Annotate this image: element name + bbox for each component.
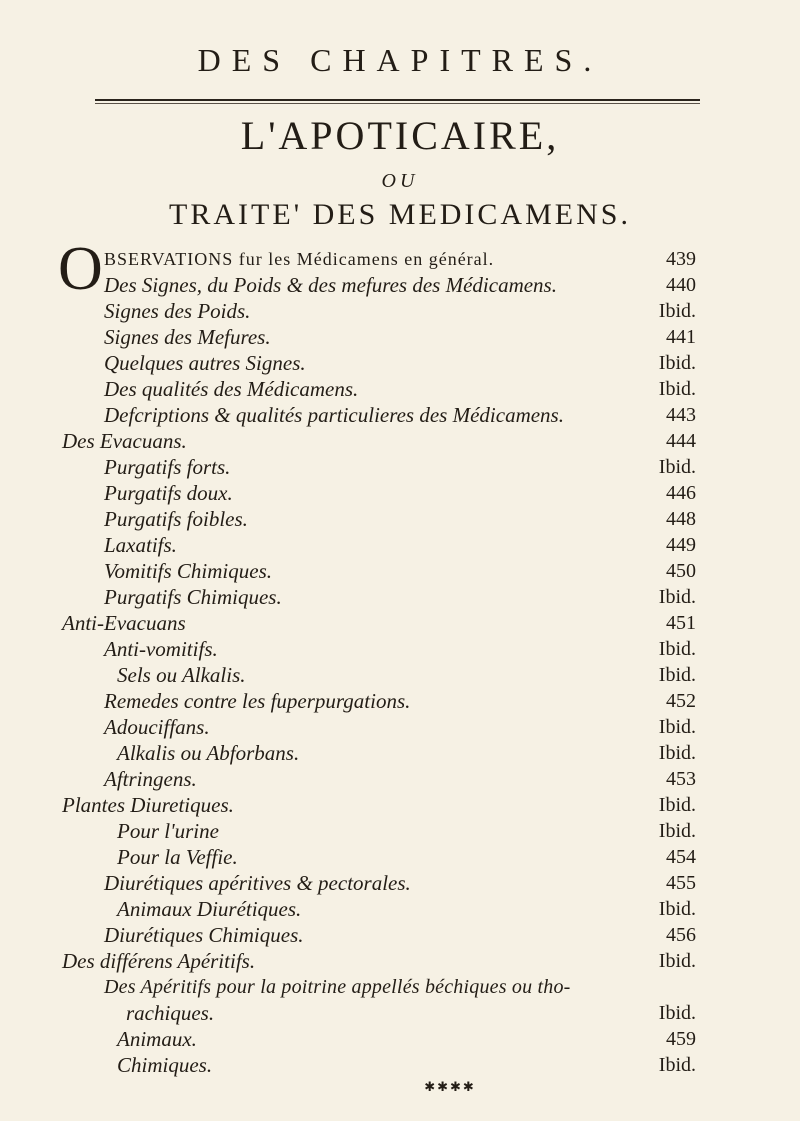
section-subtitle: TRAITE' DES MEDICAMENS.: [169, 198, 631, 231]
toc-entry-text: Quelques autres Signes.: [104, 351, 306, 375]
toc-entry-text: Remedes contre les fuperpurgations.: [104, 689, 411, 713]
toc-page-number: Ibid.: [658, 352, 696, 374]
toc-entry-text: Purgatifs Chimiques.: [104, 585, 282, 609]
toc-entry-text: Des différens Apéritifs.: [62, 949, 256, 973]
toc-page-number: 459: [666, 1028, 696, 1050]
toc-page-number: 440: [666, 274, 696, 296]
section-title: L'APOTICAIRE,: [240, 113, 560, 158]
toc-page-number: 439: [666, 248, 696, 270]
toc-page-number: Ibid.: [658, 664, 696, 686]
toc-page-number: 444: [666, 430, 696, 452]
toc-entry-text: Diurétiques Chimiques.: [104, 923, 304, 947]
toc-page-number: 453: [666, 768, 696, 790]
toc-entry-text: Des qualités des Médicamens.: [104, 377, 359, 401]
toc-page-number: Ibid.: [658, 586, 696, 608]
end-ornament: ✱✱✱✱: [424, 1080, 476, 1095]
header-rule-thin: [95, 103, 700, 104]
toc-entry-text: Plantes Diuretiques.: [62, 793, 234, 817]
toc-page-number: 446: [666, 482, 696, 504]
toc-entry-text: Animaux.: [117, 1027, 197, 1051]
toc-page-number: 451: [666, 612, 696, 634]
toc-page-number: 455: [666, 872, 696, 894]
title-connector: OU: [381, 170, 419, 192]
toc-page-number: Ibid.: [658, 456, 696, 478]
toc-entry-text: Purgatifs doux.: [104, 481, 233, 505]
toc-page-number: 448: [666, 508, 696, 530]
toc-page-number: 441: [666, 326, 696, 348]
toc-entry-text: BSERVATIONS fur les Médicamens en général.: [104, 249, 495, 269]
toc-page-number: Ibid.: [658, 950, 696, 972]
toc-page-number: Ibid.: [658, 300, 696, 322]
toc-entry-text: Anti-vomitifs.: [104, 637, 218, 661]
toc-entry-text: Purgatifs foibles.: [104, 507, 248, 531]
toc-entry-text: Pour la Veffie.: [117, 845, 238, 869]
toc-page-number: Ibid.: [658, 1002, 696, 1024]
toc-page-number: 452: [666, 690, 696, 712]
toc-page-number: Ibid.: [658, 1054, 696, 1076]
page-header: DES CHAPITRES.: [197, 42, 603, 78]
toc-entry-text: Laxatifs.: [104, 533, 177, 557]
toc-entry-text: Chimiques.: [117, 1053, 213, 1077]
toc-page-number: Ibid.: [658, 794, 696, 816]
toc-entry-text: Animaux Diurétiques.: [117, 897, 302, 921]
toc-entry-text: Des Apéritifs pour la poitrine appellés béchiques ou tho-: [104, 976, 571, 998]
toc-page-number: Ibid.: [658, 716, 696, 738]
header-rule: [95, 99, 700, 101]
toc-entry-text: Des Signes, du Poids & des mefures des Médicamens.: [104, 273, 557, 297]
toc-page-number: Ibid.: [658, 742, 696, 764]
toc-page-number: 456: [666, 924, 696, 946]
toc-page-number: 454: [666, 846, 696, 868]
toc-entry-text: rachiques.: [126, 1001, 215, 1025]
toc-entry-text: Aftringens.: [104, 767, 197, 791]
toc-entry-text: Pour l'urine: [117, 819, 219, 843]
toc-page-number: Ibid.: [658, 378, 696, 400]
toc-page-number: 443: [666, 404, 696, 426]
drop-cap: O: [58, 235, 103, 303]
toc-page-number: 449: [666, 534, 696, 556]
toc-entry-text: Sels ou Alkalis.: [117, 663, 246, 687]
toc-entry-text: Diurétiques apéritives & pectorales.: [104, 871, 411, 895]
toc-entry-text: Signes des Poids.: [104, 299, 251, 323]
toc-entry-text: Defcriptions & qualités particulieres des Médicamens.: [104, 403, 564, 427]
toc-entry-text: Purgatifs forts.: [104, 455, 231, 479]
toc-page-number: Ibid.: [658, 820, 696, 842]
toc-entry-text: Alkalis ou Abforbans.: [117, 741, 300, 765]
toc-entry-text: Anti-Evacuans: [62, 611, 186, 635]
toc-entry-text: Signes des Mefures.: [104, 325, 271, 349]
toc-entry-text: Vomitifs Chimiques.: [104, 559, 273, 583]
toc-page-number: 450: [666, 560, 696, 582]
toc-page-number: Ibid.: [658, 898, 696, 920]
toc-entry-text: Des Evacuans.: [62, 429, 187, 453]
toc-page-number: Ibid.: [658, 638, 696, 660]
toc-entry-text: Adouciffans.: [104, 715, 210, 739]
